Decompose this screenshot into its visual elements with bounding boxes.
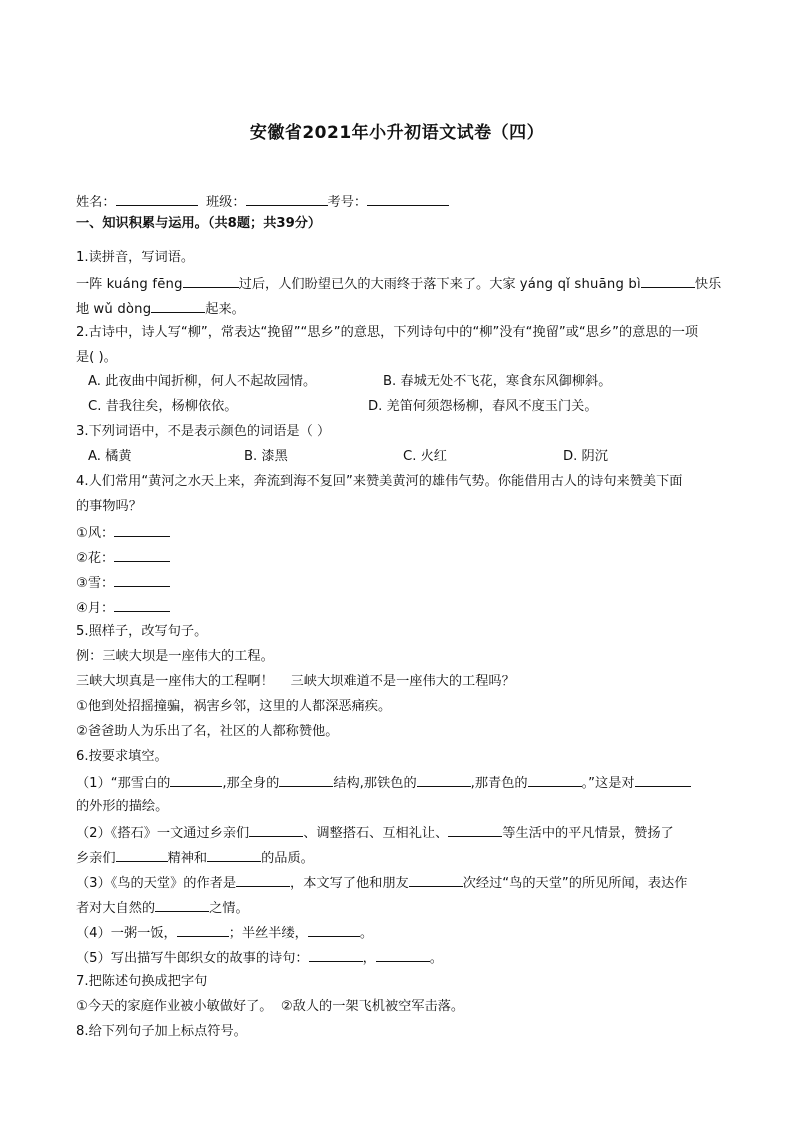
name-label: 姓名：	[76, 195, 116, 210]
q6-3-blank-1[interactable]	[236, 872, 290, 887]
q4-item-2	[76, 547, 170, 569]
q6-text: 者对大自然的	[76, 901, 156, 916]
q4-item-label: ①风：	[76, 526, 115, 541]
q5-stem: 5.照样子，改写句子。	[76, 624, 208, 639]
q3-option-c[interactable]: C. 火红	[403, 449, 447, 464]
q6-1-blank-2[interactable]	[279, 772, 333, 787]
q6-1-blank-1[interactable]	[170, 772, 222, 787]
q6-text: ，本文写了他和朋友	[290, 876, 409, 891]
q4-item-3	[76, 572, 170, 594]
q3-option-d[interactable]: D. 阴沉	[563, 449, 608, 464]
q6-2-blank-3[interactable]	[116, 847, 168, 862]
q1-text: 一阵	[76, 277, 103, 292]
q6-2-blank-2[interactable]	[448, 822, 502, 837]
q6-text: 。”这是对	[581, 776, 635, 791]
pinyin-yangqishuangbi: yáng qǐ shuāng bì	[519, 277, 641, 292]
q6-text: 、调整搭石、互相礼让、	[303, 826, 449, 841]
q6-2-blank-4[interactable]	[207, 847, 261, 862]
q6-sub-3-cont	[76, 897, 249, 919]
q6-text: 精神和	[167, 851, 208, 866]
exam-number-blank[interactable]	[367, 191, 449, 206]
class-blank[interactable]	[246, 191, 328, 206]
q6-text: 结构,那铁色的	[333, 776, 417, 791]
q1-text: 过后，人们盼望已久的大雨终于落下来了。大家	[238, 277, 516, 292]
q6-text: （4）一粥一饭，	[76, 926, 177, 941]
q6-text: （5）写出描写牛郎织女的故事的诗句：	[76, 951, 309, 966]
q6-text: （1）“那雪白的	[76, 776, 171, 791]
q6-text: 乡亲们	[76, 851, 116, 866]
q4-stem-cont: 的事物吗？	[76, 499, 142, 514]
q1-blank-3[interactable]	[151, 298, 205, 313]
q6-1-blank-4[interactable]	[528, 772, 582, 787]
q4-blank-3[interactable]	[114, 572, 170, 587]
q6-text: 。	[359, 926, 374, 941]
q4-blank-4[interactable]	[114, 597, 170, 612]
q6-text: 等生活中的平凡情景，赞扬了	[502, 826, 674, 841]
q5-item-1: ①他到处招摇撞骗，祸害乡邻，这里的人都深恶痛疾。	[76, 699, 392, 714]
q6-text: ；半丝半缕，	[228, 926, 308, 941]
q6-4-blank-1[interactable]	[177, 922, 229, 937]
pinyin-kuangfeng: kuáng fēng	[106, 277, 183, 292]
q1-stem: 1.读拼音，写词语。	[76, 250, 195, 265]
q6-text: （3）《鸟的天堂》的作者是	[76, 876, 237, 891]
q5-demo: 三峡大坝真是一座伟大的工程啊！ 三峡大坝难道不是一座伟大的工程吗？	[76, 674, 515, 689]
q6-1-blank-3[interactable]	[417, 772, 471, 787]
name-blank[interactable]	[116, 191, 198, 206]
q2-option-c[interactable]: C. 昔我往矣，杨柳依依。	[88, 399, 238, 414]
q6-sub-4	[76, 922, 373, 944]
q6-sub-2-cont	[76, 847, 314, 869]
q6-text: （2）《搭石》一文通过乡亲们	[76, 826, 250, 841]
q6-text: ,那全身的	[222, 776, 280, 791]
q6-1-blank-5[interactable]	[635, 772, 691, 787]
q7-items	[76, 997, 464, 1017]
q6-text: ，	[362, 951, 376, 966]
q6-text: ,那青色的	[470, 776, 528, 791]
q6-text: 次经过“鸟的天堂”的所见所闻，表达作	[462, 876, 688, 891]
q4-blank-1[interactable]	[114, 522, 170, 537]
q6-text: 之情。	[209, 901, 249, 916]
q3-stem: 3.下列词语中，不是表示颜色的词语是（ ）	[76, 424, 331, 439]
q4-blank-2[interactable]	[114, 547, 170, 562]
q7-stem: 7.把陈述句换成把字句	[76, 974, 208, 989]
q2-option-d[interactable]: D. 羌笛何须怨杨柳，春风不度玉门关。	[368, 399, 598, 414]
q3-option-a[interactable]: A. 橘黄	[88, 449, 132, 464]
section-heading: 一、知识积累与运用。（共8题；共39分）	[76, 216, 322, 231]
q4-item-4	[76, 597, 170, 619]
q1-line1	[76, 273, 721, 295]
student-info-row	[76, 191, 449, 213]
q1-line2	[76, 298, 245, 320]
q3-option-b[interactable]: B. 漆黑	[244, 449, 288, 464]
q1-blank-2[interactable]	[641, 273, 695, 288]
q4-item-label: ②花：	[76, 551, 115, 566]
q6-sub-3	[76, 872, 687, 894]
q6-3-blank-2[interactable]	[409, 872, 463, 887]
q6-3-blank-3[interactable]	[155, 897, 209, 912]
q1-blank-1[interactable]	[183, 273, 239, 288]
q6-sub-5	[76, 947, 443, 969]
q1-text: 起来。	[205, 302, 245, 317]
q1-text: 快乐	[694, 277, 722, 292]
q6-text: 的品质。	[261, 851, 314, 866]
q6-stem: 6.按要求填空。	[76, 749, 168, 764]
q5-example: 例：三峡大坝是一座伟大的工程。	[76, 649, 274, 664]
q5-item-2: ②爸爸助人为乐出了名，社区的人都称赞他。	[76, 724, 339, 739]
q4-item-label: ③雪：	[76, 576, 115, 591]
q7-item-2: ②敌人的一架飞机被空军击落。	[280, 999, 465, 1014]
class-label: 班级：	[205, 195, 246, 210]
q6-5-blank-1[interactable]	[309, 947, 363, 962]
q2-stem: 2.古诗中，诗人写“柳”，常表达“挽留”“思乡”的意思，下列诗句中的“柳”没有“挽留”或“思乡”的意思的一项	[76, 325, 699, 340]
q1-text: 地	[76, 302, 90, 317]
q6-2-blank-1[interactable]	[249, 822, 303, 837]
q8-stem: 8.给下列句子加上标点符号。	[76, 1024, 247, 1039]
q4-item-label: ④月：	[76, 601, 115, 616]
q6-text: 。	[429, 951, 443, 966]
exam-number-label: 考号：	[327, 195, 368, 210]
q6-sub-1-cont: 的外形的描绘。	[76, 799, 169, 814]
q6-5-blank-2[interactable]	[376, 947, 430, 962]
q2-option-a[interactable]: A. 此夜曲中闻折柳，何人不起故园情。	[88, 374, 317, 389]
pinyin-wudong: wǔ dòng	[93, 302, 152, 317]
q2-stem-cont: 是( )。	[76, 350, 117, 365]
q6-4-blank-2[interactable]	[308, 922, 360, 937]
q4-stem: 4.人们常用“黄河之水天上来，奔流到海不复回”来赞美黄河的雄伟气势。你能借用古人的诗句来赞美下面	[76, 474, 683, 489]
q7-item-1: ①今天的家庭作业被小敏做好了。	[76, 999, 273, 1014]
q6-sub-2	[76, 822, 674, 844]
page-title: 安徽省2021年小升初语文试卷（四）	[249, 123, 545, 143]
q6-sub-1	[76, 772, 691, 794]
q2-option-b[interactable]: B. 春城无处不飞花，寒食东风御柳斜。	[383, 374, 612, 389]
q4-item-1	[76, 522, 170, 544]
